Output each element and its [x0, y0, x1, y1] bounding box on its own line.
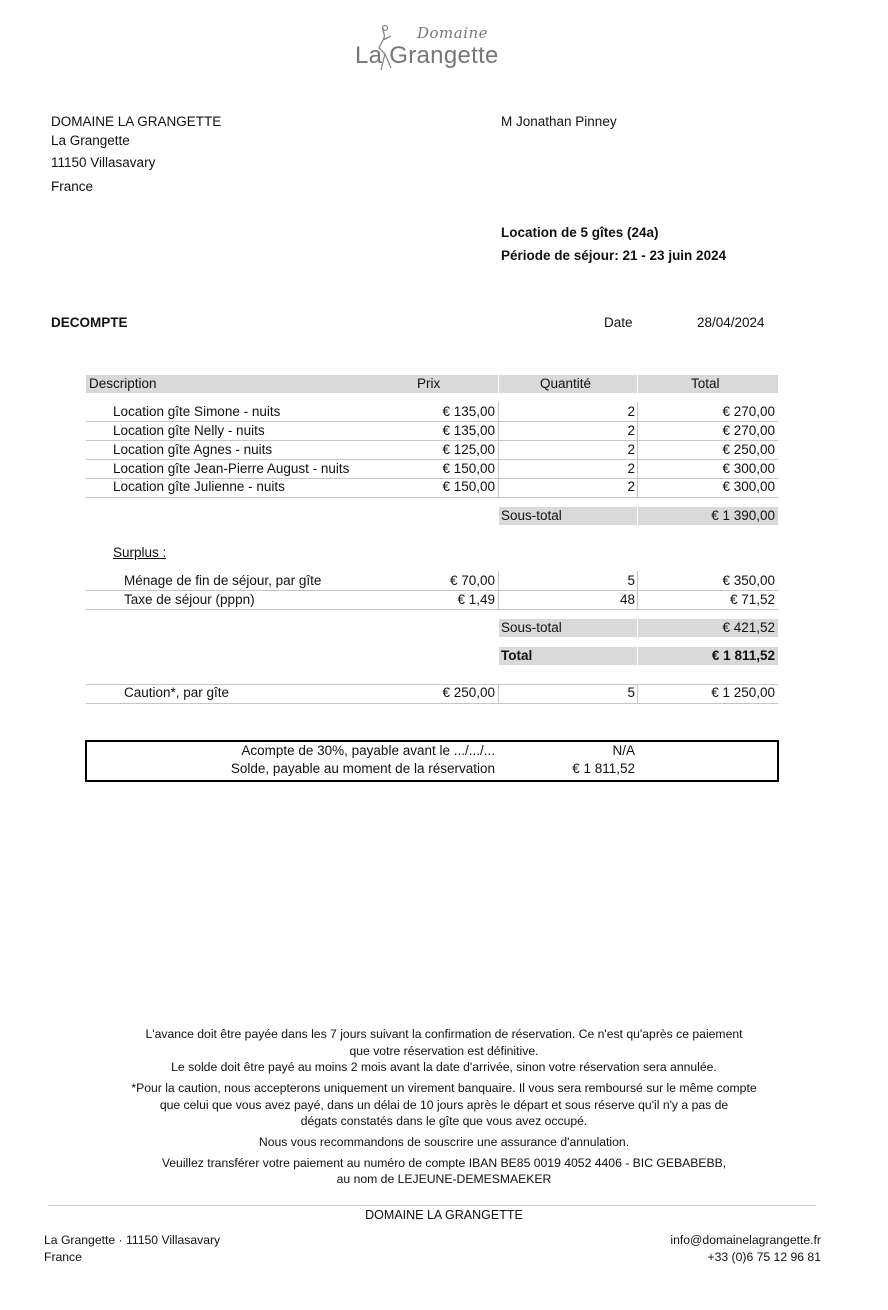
row-price: € 135,00 [442, 404, 495, 419]
note-line: *Pour la caution, nous accepterons uniquement un virement banquaire. Il vous sera remboursé sur le même compte [131, 1081, 757, 1095]
caution-quantity: 5 [627, 685, 635, 700]
note-line: Le solde doit être payé au moins 2 mois avant la date d'arrivée, sinon votre réservation sera annulée. [171, 1060, 717, 1074]
date-value: 28/04/2024 [697, 315, 765, 330]
row-total: € 350,00 [722, 573, 775, 588]
footer-divider [48, 1205, 816, 1206]
footer-email[interactable]: info@domainelagrangette.fr [670, 1233, 821, 1247]
row-total: € 300,00 [722, 461, 775, 476]
row-divider [86, 478, 778, 479]
subtotal1-label: Sous-total [501, 508, 562, 523]
sender-name: DOMAINE LA GRANGETTE [51, 114, 222, 129]
row-description: Location gîte Jean-Pierre August - nuits [113, 461, 350, 476]
row-description: Location gîte Nelly - nuits [113, 423, 265, 438]
row-description: Location gîte Simone - nuits [113, 404, 281, 419]
row-divider [86, 459, 778, 460]
row-description: Location gîte Agnes - nuits [113, 442, 273, 457]
row-total: € 71,52 [729, 592, 775, 607]
recipient-name: M Jonathan Pinney [501, 114, 617, 129]
row-divider [86, 609, 778, 610]
note-line: que votre réservation est définitive. [349, 1044, 539, 1058]
row-divider [86, 421, 778, 422]
footer-address: La Grangette · 11150 Villasavary [44, 1233, 221, 1247]
booking-period: Période de séjour: 21 - 23 juin 2024 [501, 248, 727, 263]
row-price: € 70,00 [449, 573, 495, 588]
subtotal2-value: € 421,52 [722, 620, 775, 635]
subtotal2-label: Sous-total [501, 620, 562, 635]
row-price: € 150,00 [442, 461, 495, 476]
row-total: € 270,00 [722, 423, 775, 438]
caution-total: € 1 250,00 [711, 685, 775, 700]
row-divider [86, 590, 778, 591]
col-divider [637, 571, 638, 609]
row-description: Location gîte Julienne - nuits [113, 479, 285, 494]
logo [355, 22, 515, 78]
footer-company: DOMAINE LA GRANGETTE [365, 1208, 523, 1222]
row-total: € 250,00 [722, 442, 775, 457]
row-divider [86, 440, 778, 441]
row-description: Taxe de séjour (pppn) [124, 592, 255, 607]
col-divider [637, 684, 638, 703]
note-line: Veuillez transférer votre paiement au numéro de compte IBAN BE85 0019 4052 4406 - BIC GEBABEBB, [161, 1156, 727, 1170]
doc-type: DECOMPTE [51, 315, 128, 330]
balance-label: Solde, payable au moment de la réservation [230, 761, 495, 776]
header-quantity: Quantité [540, 376, 592, 391]
deposit-value: N/A [612, 743, 635, 758]
row-price: € 1,49 [457, 592, 495, 607]
row-price: € 135,00 [442, 423, 495, 438]
row-quantity: 2 [627, 404, 635, 419]
sender-line1: La Grangette [51, 133, 130, 148]
note-line: au nom de LEJEUNE-DEMESMAEKER [336, 1172, 552, 1186]
date-label: Date [604, 315, 633, 330]
subtotal1-value: € 1 390,00 [711, 508, 775, 523]
row-price: € 150,00 [442, 479, 495, 494]
row-divider [86, 703, 778, 704]
row-description: Ménage de fin de séjour, par gîte [124, 573, 322, 588]
caution-description: Caution*, par gîte [124, 685, 230, 700]
row-quantity: 2 [627, 479, 635, 494]
logo-script: Domaine [417, 24, 489, 42]
row-total: € 270,00 [722, 404, 775, 419]
col-divider [498, 402, 499, 497]
logo-brand: La Grangette [355, 42, 499, 69]
balance-value: € 1 811,52 [572, 761, 635, 776]
caution-price: € 250,00 [442, 685, 495, 700]
row-quantity: 48 [619, 592, 635, 607]
header-description: Description [89, 376, 157, 391]
row-quantity: 2 [627, 442, 635, 457]
deposit-label: Acompte de 30%, payable avant le .../.../... [241, 743, 495, 758]
header-price: Prix [417, 376, 441, 391]
sender-country: France [51, 179, 94, 194]
surplus-label: Surplus : [113, 545, 167, 560]
row-quantity: 5 [627, 573, 635, 588]
total-value: € 1 811,52 [711, 648, 775, 663]
note-line: dégats constatés dans le gîte que vous avez occupé. [300, 1114, 588, 1128]
row-quantity: 2 [627, 423, 635, 438]
booking-title: Location de 5 gîtes (24a) [501, 225, 659, 240]
row-divider [86, 497, 778, 498]
footer-country: France [44, 1250, 82, 1264]
col-divider [498, 571, 499, 609]
col-divider [498, 684, 499, 703]
row-total: € 300,00 [722, 479, 775, 494]
total-label: Total [501, 648, 533, 663]
row-quantity: 2 [627, 461, 635, 476]
note-line: que celui que vous avez payé, dans un délai de 10 jours après le départ et sous réserve qu'il n'y a pas de [159, 1098, 729, 1112]
row-price: € 125,00 [442, 442, 495, 457]
note-line: L'avance doit être payée dans les 7 jours suivant la confirmation de réservation. Ce n'est qu'après ce paiement [145, 1027, 743, 1041]
col-divider [637, 402, 638, 497]
footer-phone: +33 (0)6 75 12 96 81 [707, 1250, 821, 1264]
note-line: Nous vous recommandons de souscrire une assurance d'annulation. [258, 1135, 630, 1149]
sender-line2: 11150 Villasavary [51, 155, 156, 170]
header-total: Total [691, 376, 720, 391]
